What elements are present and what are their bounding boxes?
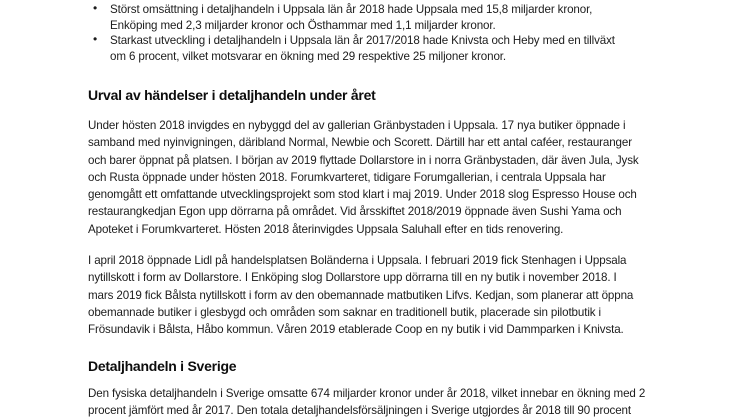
text-line: Enköping med 2,3 miljarder kronor och Östhammar med 1,1 miljarder kronor. [110,18,496,32]
paragraph [88,385,662,419]
text-line: om 6 procent, vilket motsvarar en ökning med 29 respektive 25 miljoner kronor. [110,49,506,63]
text-line: restaurangkedjan Egon upp dörrarna på området. Vid årsskiftet 2018/2019 öppnade även Sushi Yama och [88,205,622,219]
section-heading-urval-av-handelser: Urval av händelser i detaljhandeln under året [88,87,376,103]
bullet-item [88,33,662,64]
text-line: procent jämfört med år 2017. Den totala detaljhandelsförsäljningen i Sverige utgjordes år 2018 till 90 procent [88,403,631,417]
paragraph [88,252,662,338]
bullet-icon: • [93,32,98,46]
bullet-icon: • [93,1,98,15]
text-line: obemannade butiker i glesbygd och områden som saknar en traditionell butik, placerade sin pilotbutik i [88,305,602,319]
text-line: I april 2018 öppnade Lidl på handelsplatsen Boländerna i Uppsala. I februari 2019 fick Stenhagen i Uppsala [88,254,627,268]
text-line: samband med nyinvigningen, däribland Normal, Newbie och Scorett. Därtill har ett antal caféer, restauranger [88,136,632,150]
text-line: Starkast utveckling i detaljhandeln i Uppsala län år 2017/2018 hade Knivsta och Heby med en tillväxt [110,34,615,47]
text-line: Den fysiska detaljhandeln i Sverige omsatte 674 miljarder kronor under år 2018, vilket innebar en ökning med 2 [88,386,646,400]
paragraph [88,117,662,238]
text-line: Störst omsättning i detaljhandeln i Uppsala län år 2018 hade Uppsala med 15,8 miljarder kronor, [110,3,593,16]
bullet-item [88,2,662,33]
text-line: mars 2019 fick Bålsta nytillskott i form av den obemannade matbutiken Lifvs. Kedjan, som planerar att öppna [88,288,634,302]
text-line: Apoteket i Forumkvarteret. Hösten 2018 återinvigdes Uppsala Saluhall efter en tids renovering. [88,222,564,236]
text-line: genomgått ett omfattande utvecklingsprojekt som stod klart i maj 2019. Under 2018 slog Espresso House och [88,188,637,202]
text-line: Under hösten 2018 invigdes en nybyggd del av gallerian Gränbystaden i Uppsala. 17 nya butiker öppnade i [88,119,626,132]
text-line: och Rusta öppnade under hösten 2018. Forumkvarteret, tidigare Forumgallerian, i centrala Uppsala har [88,170,606,184]
text-line: och barer öppnat på platsen. I början av 2019 flyttade Dollarstore in i norra Gränbystaden, där även Jula, Jysk [88,153,639,167]
summary-bullet-list [88,2,662,64]
text-line: Frösundavik i Bålsta, Håbo kommun. Våren 2019 etablerade Coop en ny butik i vid Dammparken i Knivsta. [88,323,624,337]
text-line: nytillskott i form av Dollarstore. I Enköping slog Dollarstore upp dörrarna till en ny butik i november 2018. I [88,271,617,285]
section-heading-detaljhandeln-i-sverige: Detaljhandeln i Sverige [88,357,237,374]
